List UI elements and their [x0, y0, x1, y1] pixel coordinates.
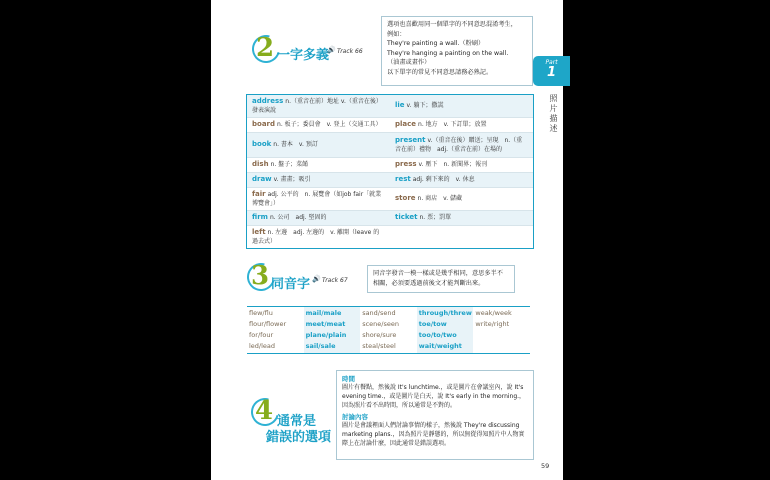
word: address [252, 97, 284, 105]
homophone-pair: weak/week [475, 309, 512, 317]
homophone-pair: for/four [249, 331, 274, 339]
homophone-pair: sail/sale [305, 342, 336, 350]
word: store [395, 194, 416, 203]
word: draw [252, 175, 272, 184]
word: ticket [395, 213, 418, 222]
section2-number: 2 [256, 33, 275, 63]
book-page [211, 0, 563, 480]
homophone-pair: meet/meat [305, 320, 346, 328]
word: press [395, 160, 417, 169]
chapter-title-vertical: 照片描述 [549, 94, 558, 133]
right-cell [390, 95, 533, 117]
section3-title: 同音字 [271, 277, 311, 292]
section4-box [336, 370, 534, 460]
part-tab[interactable] [533, 56, 570, 86]
homophone-column [247, 307, 304, 353]
section2-note [381, 16, 533, 86]
section4-title-line2: 錯誤的選項 [266, 430, 332, 445]
note-line: They're painting a wall.（粉刷） [387, 40, 485, 47]
definition: adj. 剩下來的 v. 休息 [412, 176, 475, 184]
definition: adj. 公平的 n. 展覽會（如job fair「就業博覽會」） [252, 191, 382, 207]
definition: n. 地方 v. 下訂單；放置 [418, 121, 487, 129]
right-cell [390, 118, 533, 132]
left-cell [247, 211, 390, 225]
left-cell [247, 118, 390, 132]
left-cell [247, 173, 390, 187]
homophone-pair: wait/weight [418, 342, 462, 350]
definition: n. 公司 adj. 堅固的 [269, 214, 327, 222]
definition: n. 左邊 adj. 左邊的 v. 離開（leave 的過去式） [252, 229, 380, 245]
homophone-pair: too/to/two [418, 331, 457, 339]
homophone-pair: steal/steel [362, 342, 396, 350]
right-cell [390, 133, 533, 157]
section4-number: 4 [255, 396, 274, 426]
section2-title: 一字多義 [277, 48, 330, 63]
definition: n. 盤子；菜餚 [270, 161, 309, 169]
definition: v.（重音在後）贈送；呈現 n.（重音在前）禮物 adj.（重音在前）在場的 [395, 137, 523, 153]
homophone-pair [475, 330, 528, 341]
speaker-icon[interactable]: 🔊 [327, 46, 336, 54]
table-row [247, 226, 533, 248]
homophone-table [247, 306, 530, 354]
homophone-pair: mail/male [305, 309, 342, 317]
right-cell [390, 226, 533, 248]
definition: v. 畫畫；吸引 [273, 176, 311, 184]
left-cell [247, 158, 390, 172]
left-cell [247, 133, 390, 157]
word: fair [252, 190, 266, 198]
section4-title-line1: 通常是 [277, 414, 317, 429]
definition: v. 壓下 n. 新聞界；報刊 [418, 161, 488, 169]
homophone-pair: scene/seen [362, 320, 399, 328]
word: dish [252, 160, 269, 169]
homophone-column [473, 307, 530, 353]
homophone-pair: shore/sure [362, 331, 397, 339]
homophone-pair [475, 341, 528, 352]
note-line: They're hanging a painting on the wall. [387, 49, 509, 57]
homophone-pair: through/threw [418, 309, 472, 317]
word: left [252, 228, 266, 236]
multiple-meaning-table [246, 94, 534, 249]
part-number: 1 [546, 65, 557, 80]
definition: n. 票；罰單 [419, 214, 452, 222]
homophone-pair: led/lead [249, 342, 276, 350]
word: lie [395, 101, 405, 110]
right-cell [390, 211, 533, 225]
note-line: 以下單字的常見不同意思請務必熟記。 [387, 68, 493, 76]
right-cell [390, 158, 533, 172]
homophone-pair: toe/tow [418, 320, 447, 328]
note-line: 例如： [387, 30, 406, 38]
word: book [252, 140, 272, 149]
section3-note: 同音字發音一模一樣或是幾乎相同，意思多半不相關，必須要透過前後文才能判斷出來。 [367, 265, 515, 293]
homophone-pair: plane/plain [305, 331, 347, 339]
definition: n. 書本 v. 預訂 [273, 141, 318, 149]
homophone-pair: sand/send [362, 309, 396, 317]
note-line: 選項也喜歡用同一個單字的不同意思混淆考生， [387, 21, 517, 28]
definition: v. 躺下；撒謊 [406, 102, 444, 110]
left-cell [247, 95, 390, 117]
definition: n. 商店 v. 儲藏 [417, 195, 463, 203]
part-label: Part [545, 59, 558, 66]
section4-para2: 圖片是會議裡面人們討論事情的樣子，然後說 They're discussing marketing plans.，因為照片是靜態的，所以無從得知照片中人物實際上在討論什麼，因此通常是錯誤選項。 [342, 422, 525, 447]
speaker-icon[interactable]: 🔊 [312, 275, 321, 283]
left-cell [247, 188, 390, 210]
right-cell [390, 173, 533, 187]
table-row [247, 173, 533, 188]
table-row [247, 95, 533, 118]
definition: n. 板子；委員會 v. 登上（交通工具） [277, 121, 382, 129]
homophone-pair: flour/flower [249, 320, 287, 328]
homophone-pair: write/right [475, 320, 510, 328]
word: rest [395, 175, 411, 184]
homophone-column [304, 307, 361, 353]
word: place [395, 120, 417, 129]
table-row [247, 211, 533, 226]
table-row [247, 133, 533, 158]
homophone-pair: flew/flu [249, 309, 273, 317]
page-number: 59 [541, 462, 550, 470]
homophone-column [417, 307, 474, 353]
section3-track: Track 67 [322, 277, 348, 284]
right-cell [390, 188, 533, 210]
section2-track: Track 66 [337, 48, 363, 55]
definition: n.（重音在前）地址 v.（重音在後）發表演說 [252, 98, 382, 114]
note-line: （油畫或畫作） [387, 59, 431, 66]
table-row [247, 188, 533, 211]
table-row [247, 158, 533, 173]
section4-heading2: 討論內容 [342, 413, 368, 422]
table-row [247, 118, 533, 133]
section4-para1: 圖片有餐點，然後說 It's lunchtime.，或是圖片在會議室內，說 It's evening time.，或是圖片是白天，說 It's early in the morning.，因為照片看不出時間，所以通常是不對的。 [342, 384, 526, 409]
word: board [252, 120, 276, 129]
section3-number: 3 [251, 261, 270, 291]
word: firm [252, 213, 268, 222]
left-cell [247, 226, 390, 248]
homophone-column [360, 307, 417, 353]
word: present [395, 136, 426, 144]
section4-heading1: 時間 [342, 375, 355, 383]
